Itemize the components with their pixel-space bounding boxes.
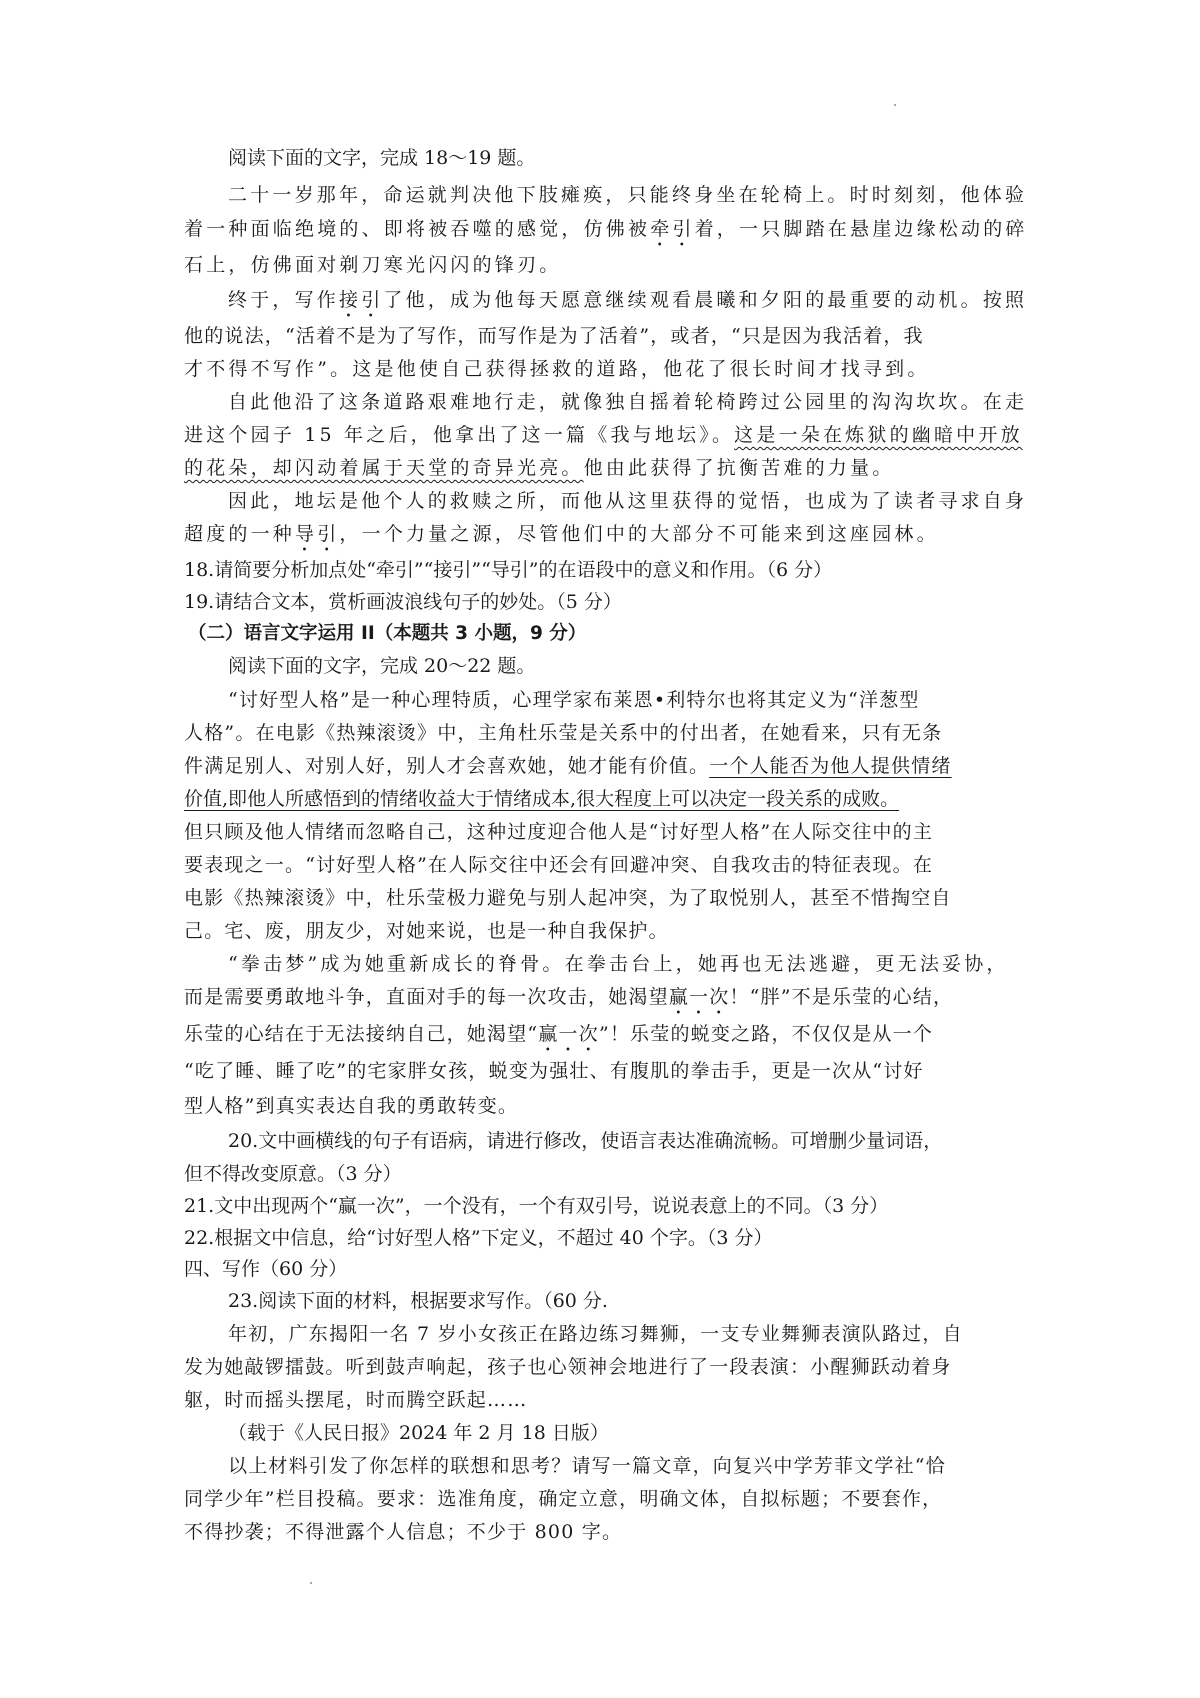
underlined-sentence-part1: 一个人能否为他人提供情绪 [709,755,952,777]
passage-2-p1-line6: 要表现之一。“讨好型人格”在人际交往中还会有回避冲突、自我攻击的特征表现。在 [184,854,934,876]
passage-2-p1-line8: 己。宅、废，朋友少，对她来说，也是一种自我保护。 [184,920,669,942]
question-18: 18.请简要分析加点处“牵引”“接引”“导引”的在语段中的意义和作用。（6 分） [184,559,833,581]
wavy-underlined-sentence-part1: 这是一朵在炼狱的幽暗中开放 [734,424,1023,446]
dotted-word-ying-yi-ci-1: 赢一次 [668,986,730,1008]
question-20-line1: 20.文中画横线的句子有语病，请进行修改，使语言表达准确流畅。可增删少量词语， [228,1130,943,1152]
underlined-sentence-part2: 价值,即他人所感悟到的情绪收益大于情绪成本,很大程度上可以决定一段关系的成败。 [184,788,900,810]
passage-1-p3-line2: 进这个园子 15 年之后，他拿出了这一篇《我与地坛》。这是一朵在炼狱的幽暗中开放 [184,424,1023,446]
question-19: 19.请结合文本，赏析画波浪线句子的妙处。（5 分） [184,591,622,613]
passage-1-p4-line2: 超度的一种导引，一个力量之源，尽管他们中的大部分不可能来到这座园林。 [184,523,939,545]
passage-1-p3-line1: 自此他沿了这条道路艰难地行走，就像独自摇着轮椅跨过公园里的沟沟坎坎。在走 [228,391,1028,413]
passage-1-p2-line3: 才不得不写作”。这是他使自己获得拯救的道路，他花了很长时间才找寻到。 [184,358,930,380]
passage-2-p1-line1: “讨好型人格”是一种心理特质，心理学家布莱恩•利特尔也将其定义为“洋葱型 [228,689,920,711]
passage-1-p3-line3: 的花朵，却闪动着属于天堂的奇异光亮。他由此获得了抗衡苦难的力量。 [184,457,895,479]
scan-speck [310,1582,312,1584]
passage-2-p1-line4 [184,787,899,811]
material-line2: 发为她敲锣擂鼓。听到鼓声响起，孩子也心领神会地进行了一段表演：小醒狮跃动着身 [184,1356,952,1378]
passage-1-p4-line1: 因此，地坛是他个人的救赎之所，而他从这里获得的觉悟，也成为了读者寻求自身 [228,490,1028,512]
section-4-heading: 四、写作（60 分） [184,1258,348,1280]
passage-2-p2-line4: “吃了睡、睡了吃”的宅家胖女孩，蜕变为强壮、有腹肌的拳击手，更是一次从“讨好 [184,1060,924,1082]
passage-2-p1-line3: 件满足别人、对别人好，别人才会喜欢她，她才能有价值。一个人能否为他人提供情绪 [184,755,952,777]
passage-1-p1-line2: 着一种面临绝境的、即将被吞噬的感觉，仿佛被牵引着，一只脚踏在悬崖边缘松动的碎 [184,218,1028,240]
requirement-line2: 同学少年”栏目投稿。要求：选准角度，确定立意，明确文体，自拟标题；不要套作， [184,1488,943,1510]
passage-1-p2-line2: 他的说法，“活着不是为了写作，而写作是为了活着”，或者，“只是因为我活着，我 [184,325,924,347]
passage-2-p1-line7: 电影《热辣滚烫》中，杜乐莹极力避免与别人起冲突，为了取悦别人，甚至不惜掏空自 [184,887,952,909]
material-line3: 躯，时而摇头摆尾，时而腾空跃起…… [184,1389,528,1411]
passage-1-p2-line1: 终于，写作接引了他，成为他每天愿意继续观看晨曦和夕阳的最重要的动机。按照 [228,289,1028,311]
passage-1-p1-line1: 二十一岁那年，命运就判决他下肢瘫痪，只能终身坐在轮椅上。时时刻刻，他体验 [228,184,1028,206]
dotted-word-ying-yi-ci-2: 赢一次 [538,1023,599,1045]
question-22: 22.根据文中信息，给“讨好型人格”下定义，不超过 40 个字。（3 分） [184,1227,773,1249]
passage-1-intro: 阅读下面的文字，完成 18～19 题。 [228,147,536,169]
section-2-intro: 阅读下面的文字，完成 20～22 题。 [228,655,536,677]
passage-1-p1-line3: 石上，仿佛面对剃刀寒光闪闪的锋刃。 [184,254,562,276]
question-23: 23.阅读下面的材料，根据要求写作。（60 分. [228,1290,608,1312]
dotted-word-qianyin: 牵引 [650,218,695,240]
wavy-underlined-sentence-part2: 的花朵，却闪动着属于天堂的奇异光亮。 [184,457,584,479]
passage-2-p2-line5: 型人格”到真实表达自我的勇敢转变。 [184,1095,519,1117]
section-2-heading: （二）语言文字运用 II（本题共 3 小题，9 分） [188,623,587,644]
passage-2-p2-line3: 乐莹的心结在于无法接纳自己，她渴望“赢一次”！乐莹的蜕变之路，不仅仅是从一个 [184,1023,934,1045]
material-source: （载于《人民日报》2024 年 2 月 18 日版） [228,1422,609,1444]
scan-speck [894,104,896,106]
question-21: 21.文中出现两个“赢一次”，一个没有，一个有双引号，说说表意上的不同。（3 分） [184,1195,889,1217]
question-20-line2: 但不得改变原意。（3 分） [184,1163,402,1185]
passage-2-p1-line2: 人格”。在电影《热辣滚烫》中，主角杜乐莹是关系中的付出者，在她看来，只有无条 [184,722,943,744]
passage-2-p2-line2: 而是需要勇敢地斗争，直面对手的每一次攻击，她渴望赢一次！“胖”不是乐莹的心结， [184,986,954,1008]
passage-2-p2-line1: “拳击梦”成为她重新成长的脊骨。在拳击台上，她再也无法逃避，更无法妥协， [228,953,1009,975]
requirement-line1: 以上材料引发了你怎样的联想和思考？请写一篇文章，向复兴中学芳菲文学社“恰 [228,1455,946,1477]
material-line1: 年初，广东揭阳一名 7 岁小女孩正在路边练习舞狮，一支专业舞狮表演队路过，自 [228,1323,963,1345]
requirement-line3: 不得抄袭；不得泄露个人信息；不少于 800 字。 [184,1521,623,1543]
passage-2-p1-line5: 但只顾及他人情绪而忽略自己，这种过度迎合他人是“讨好型人格”在人际交往中的主 [184,821,934,843]
dotted-word-jieyin: 接引 [339,289,384,311]
dotted-word-daoyin: 导引 [295,523,340,545]
